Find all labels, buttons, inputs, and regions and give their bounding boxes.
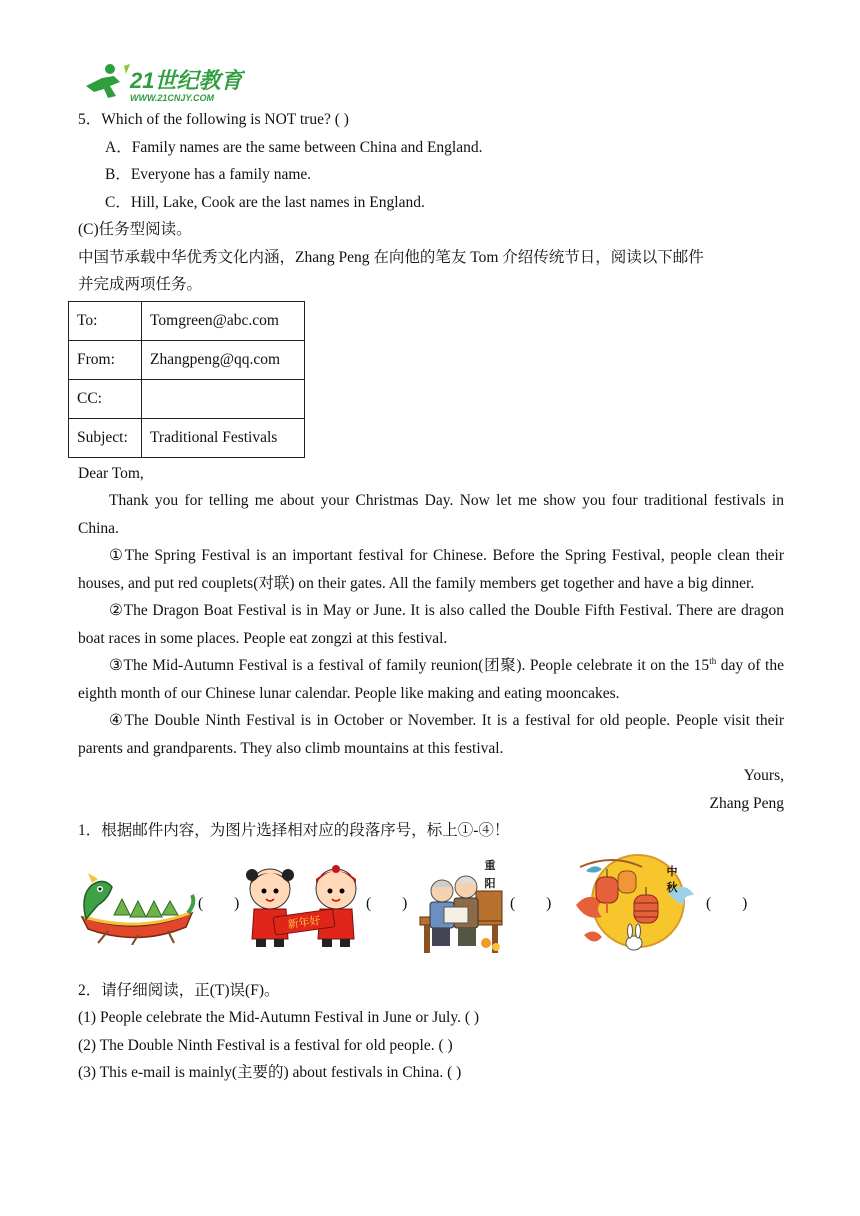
mid-autumn-lanterns-icon bbox=[572, 851, 696, 960]
task1-stem: 1．根据邮件内容，为图片选择相对应的段落序号，标上①-④！ bbox=[78, 822, 510, 839]
table-row bbox=[69, 301, 305, 340]
blank-3[interactable]: ( ) bbox=[510, 894, 552, 912]
task2-stem: 2．请仔细阅读，正(T)误(F)。 bbox=[78, 981, 280, 999]
table-row bbox=[69, 340, 305, 379]
blank-2[interactable]: ( ) bbox=[366, 894, 408, 912]
letter-paragraph-2: ②The Dragon Boat Festival is in May or June. It is also called the Double Fifth Festival. There are dragon boat races in some places. People eat zongzi at this festival. bbox=[78, 602, 784, 647]
p3-part-a: ③The Mid-Autumn Festival is a festival of family reunion(团聚). People celebrate it on the 15 bbox=[109, 657, 710, 674]
q5-option-c: C．Hill, Lake, Cook are the last names in England. bbox=[105, 193, 425, 211]
logo-text: 21世纪教育 bbox=[130, 68, 243, 93]
q5-option-a: A．Family names are the same between China and England. bbox=[105, 138, 483, 156]
letter-closing: Yours, bbox=[743, 767, 784, 784]
table-row bbox=[69, 418, 305, 457]
email-header-table bbox=[68, 301, 305, 458]
p3-part-b: day of the eighth month of our Chinese lunar calendar. People like making and eating mooncakes. bbox=[78, 657, 784, 702]
section-c-title: (C)任务型阅读。 bbox=[78, 221, 192, 238]
task2-item-3: (3) This e-mail is mainly(主要的) about festivals in China. ( ) bbox=[78, 1064, 462, 1081]
letter-paragraph-3 bbox=[78, 652, 784, 707]
task2-item-2: (2) The Double Ninth Festival is a festival for old people. ( ) bbox=[78, 1036, 453, 1054]
dragon-boat-icon bbox=[78, 865, 196, 950]
from-value: Zhangpeng@qq.com bbox=[142, 340, 305, 379]
badge-char-1: 中 bbox=[666, 864, 678, 878]
blank-1[interactable]: ( ) bbox=[198, 894, 240, 912]
festival-pictures bbox=[78, 851, 784, 977]
letter-paragraph-4: ④The Double Ninth Festival is in October or November. It is a festival for old people. People visit their parents and grandparents. They also climb mountains at this festival. bbox=[78, 712, 784, 757]
q5-option-b: B．Everyone has a family name. bbox=[105, 166, 312, 183]
cc-value bbox=[142, 379, 305, 418]
q5-stem: 5．Which of the following is NOT true? ( ) bbox=[78, 111, 349, 128]
runner-logo-icon bbox=[80, 62, 245, 104]
to-label: To: bbox=[69, 301, 142, 340]
site-logo bbox=[80, 62, 245, 104]
letter-paragraph-intro: Thank you for telling me about your Christmas Day. Now let me show you four traditional festivals in China. bbox=[78, 492, 784, 537]
to-value: Tomgreen@abc.com bbox=[142, 301, 305, 340]
spring-festival-kids-icon bbox=[240, 863, 368, 954]
table-row bbox=[69, 379, 305, 418]
double-ninth-elders-icon bbox=[416, 851, 506, 960]
section-c-intro-2: 并完成两项任务。 bbox=[78, 276, 203, 293]
subject-value: Traditional Festivals bbox=[142, 418, 305, 457]
section-c-intro-1: 中国节承载中华优秀文化内涵，Zhang Peng 在向他的笔友 Tom 介绍传统节日，阅读以下邮件 bbox=[78, 248, 704, 266]
letter-signature: Zhang Peng bbox=[709, 794, 784, 812]
logo-url: WWW.21CNJY.COM bbox=[130, 93, 215, 103]
cc-label: CC: bbox=[69, 379, 142, 418]
badge-char-2: 秋 bbox=[666, 880, 678, 894]
content bbox=[78, 106, 784, 1087]
subject-label: Subject: bbox=[69, 418, 142, 457]
task2-item-1: (1) People celebrate the Mid-Autumn Festival in June or July. ( ) bbox=[78, 1009, 480, 1026]
letter-paragraph-1: ①The Spring Festival is an important festival for Chinese. Before the Spring Festival, people clean their houses, and put red couplets(对联) on their gates. All the family members get together and have a big dinner. bbox=[78, 547, 784, 592]
blank-4[interactable]: ( ) bbox=[706, 894, 748, 912]
p3-superscript: th bbox=[709, 655, 717, 666]
sign-char-2: 阳 bbox=[484, 876, 496, 890]
from-label: From: bbox=[69, 340, 142, 379]
sign-char-1: 重 bbox=[484, 858, 496, 872]
letter-greeting: Dear Tom, bbox=[78, 464, 144, 482]
banner-text: 新年好 bbox=[286, 913, 322, 931]
